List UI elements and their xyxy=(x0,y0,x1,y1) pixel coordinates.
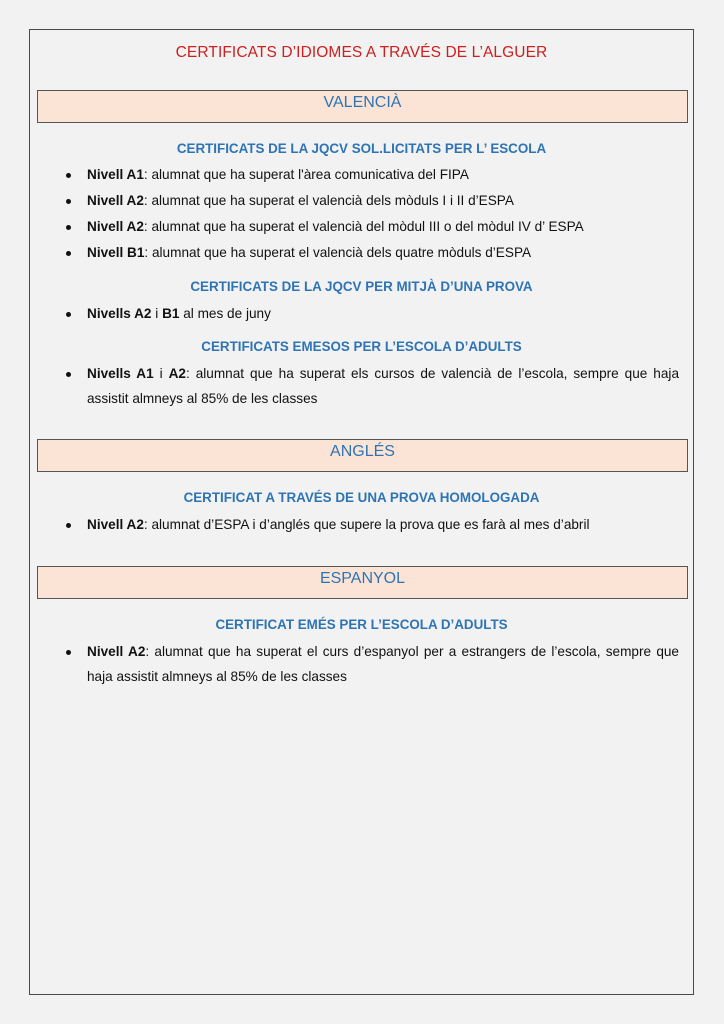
list-item xyxy=(30,214,693,239)
level-label: A2 xyxy=(168,366,186,381)
level-label: Nivells A1 xyxy=(87,366,154,381)
item-text: : alumnat que ha superat els cursos de valencià de l’escola, sempre que haja assistit almneys al 85% de les classes xyxy=(87,366,679,406)
bullet-icon xyxy=(66,372,71,377)
level-label: Nivell A1 xyxy=(87,167,144,182)
list-item xyxy=(30,162,693,187)
list-jqcv-escola xyxy=(30,162,693,265)
section-header-angles: ANGLÉS xyxy=(37,439,688,472)
subheading-jqcv-prova: CERTIFICATS DE LA JQCV PER MITJÀ D’UNA PROVA xyxy=(190,279,533,294)
level-label: Nivell A2 xyxy=(87,193,144,208)
level-label: Nivell B1 xyxy=(87,245,145,260)
level-label: Nivell A2 xyxy=(87,644,146,659)
list-item xyxy=(30,301,693,326)
list-escola-adults xyxy=(30,361,693,411)
item-text: : alumnat que ha superat el valencià dels quatre mòduls d’ESPA xyxy=(144,245,532,260)
list-jqcv-prova xyxy=(30,301,693,326)
level-label: B1 xyxy=(162,306,180,321)
bullet-icon xyxy=(66,312,71,317)
bullet-icon xyxy=(66,225,71,230)
list-prova-homologada xyxy=(30,512,693,537)
item-text: : alumnat d’ESPA i d’anglés que supere la prova que es farà al mes d’abril xyxy=(143,517,590,532)
subheading-emes-escola: CERTIFICAT EMÉS PER L’ESCOLA D’ADULTS xyxy=(215,617,508,632)
section-header-valencia: VALENCIÀ xyxy=(37,90,688,123)
level-label: Nivell A2 xyxy=(87,517,144,532)
item-text: : alumnat que ha superat el valencià del mòdul III o del mòdul IV d’ ESPA xyxy=(143,219,584,234)
item-text: : alumnat que ha superat el curs d’espanyol per a estrangers de l’escola, sempre que haja assistit almneys al 85% de les classes xyxy=(87,644,679,684)
bullet-icon xyxy=(66,251,71,256)
section-header-espanyol: ESPANYOL xyxy=(37,566,688,599)
list-item xyxy=(30,512,693,537)
item-text: al mes de juny xyxy=(179,306,271,321)
level-label: Nivells A2 xyxy=(87,306,152,321)
item-text: : alumnat que ha superat l'àrea comunicativa del FIPA xyxy=(143,167,469,182)
subheading-prova-homologada: CERTIFICAT A TRAVÉS DE UNA PROVA HOMOLOGADA xyxy=(183,490,540,505)
list-item xyxy=(30,361,693,411)
list-item xyxy=(30,240,693,265)
list-emes-escola xyxy=(30,639,693,689)
list-item xyxy=(30,639,693,689)
list-item xyxy=(30,188,693,213)
bullet-icon xyxy=(66,523,71,528)
subheading-jqcv-escola: CERTIFICATS DE LA JQCV SOL.LICITATS PER L’ ESCOLA xyxy=(176,141,547,156)
item-text: : alumnat que ha superat el valencià dels mòduls I i II d’ESPA xyxy=(143,193,514,208)
subheading-escola-adults: CERTIFICATS EMESOS PER L’ESCOLA D’ADULTS xyxy=(201,339,522,354)
item-text: i xyxy=(151,306,163,321)
item-text: i xyxy=(153,366,169,381)
bullet-icon xyxy=(66,650,71,655)
level-label: Nivell A2 xyxy=(87,219,144,234)
document-title: CERTIFICATS D’IDIOMES A TRAVÉS DE L’ALGUER xyxy=(175,44,548,61)
document-page xyxy=(29,29,694,995)
bullet-icon xyxy=(66,173,71,178)
bullet-icon xyxy=(66,199,71,204)
